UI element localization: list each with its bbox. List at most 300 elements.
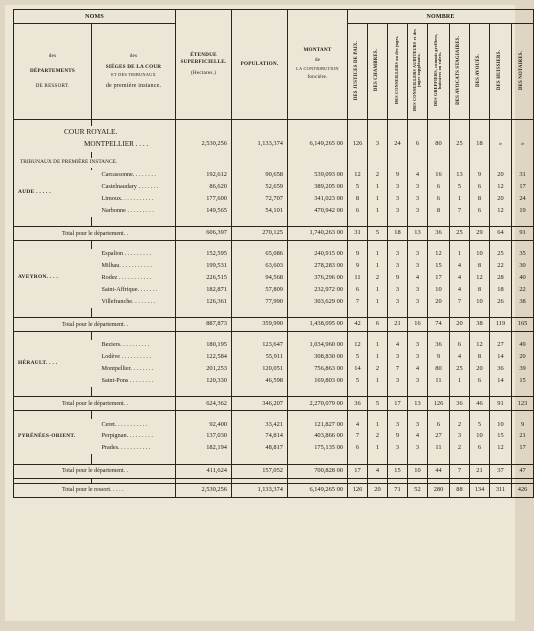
spacer-cell: [232, 454, 288, 464]
tribunal-row-count: 20: [428, 296, 450, 308]
departement-total-count: 15: [388, 464, 408, 478]
departement-total-count: 18: [388, 227, 408, 241]
tribunal-row-count: 3: [388, 296, 408, 308]
tribunal-row-count: 8: [348, 193, 368, 205]
spacer-cell: [368, 308, 388, 318]
tribunal-row-montant: 376,296 00: [288, 272, 348, 284]
tribunal-row-count: 49: [512, 340, 534, 352]
departement-total-count: 21: [470, 464, 490, 478]
cour-row-count: »: [490, 138, 512, 152]
tribunaux-title: TRIBUNAUX DE PREMIÈRE INSTANCE.: [14, 158, 176, 168]
blank-cell: [388, 126, 408, 138]
tribunal-row-count: 3: [408, 260, 428, 272]
spacer-cell: [450, 241, 470, 249]
tribunal-row-count: 8: [470, 260, 490, 272]
spacer-cell: [512, 241, 534, 249]
spacer-cell: [490, 411, 512, 419]
tribunal-row-count: 1: [368, 193, 388, 205]
blank-cell: [288, 158, 348, 168]
spacer-cell: [348, 387, 368, 397]
total-label: Total pour le département. .: [14, 397, 176, 411]
tribunal-row-count: 6: [470, 442, 490, 454]
tribunal-row-count: 9: [348, 249, 368, 261]
spacer-cell: [408, 454, 428, 464]
tribunal-row-population: 120,051: [232, 363, 288, 375]
departement-total-count: 36: [348, 397, 368, 411]
spacer-row: [14, 217, 534, 227]
tribunal-row-count: 80: [428, 363, 450, 375]
grand-total-montant: 6,149,265 00: [288, 483, 348, 497]
spacer-cell: [450, 332, 470, 340]
spacer-cell: [428, 241, 450, 249]
spacer-cell: [512, 454, 534, 464]
tribunal-row-count: 28: [490, 272, 512, 284]
cour-title: COUR ROYALE.: [14, 126, 176, 138]
tribunal-row-count: 1: [450, 193, 470, 205]
tribunal-row-count: 4: [450, 260, 470, 272]
tribunal-row-count: 1: [450, 249, 470, 261]
tribunal-row-count: 1: [368, 296, 388, 308]
tribunal-row-etendue: 180,195: [176, 340, 232, 352]
tribunal-row-count: 24: [512, 193, 534, 205]
spacer-cell: [14, 308, 92, 318]
tribunal-row-count: 22: [512, 284, 534, 296]
tribunal-row-count: 13: [450, 170, 470, 182]
spacer-row: [14, 308, 534, 318]
departement-total-count: 37: [490, 464, 512, 478]
tribunal-row-count: 3: [388, 181, 408, 193]
nombre-header: NOMBRE: [348, 10, 534, 24]
tribunal-row-count: 9: [388, 170, 408, 182]
blank-cell: [348, 158, 368, 168]
tribunal-row-population: 72,707: [232, 193, 288, 205]
tribunal-row-montant: 232,972 00: [288, 284, 348, 296]
spacer-cell: [490, 332, 512, 340]
tribunal-row-etendue: 182,871: [176, 284, 232, 296]
tribunaux-title-row: [14, 158, 534, 168]
departement-total-row: [14, 464, 534, 478]
tribunal-row-count: 1: [368, 260, 388, 272]
departement-total-count: 123: [512, 397, 534, 411]
cour-row-count: 24: [388, 138, 408, 152]
spacer-cell: [470, 411, 490, 419]
tribunal-row-count: 3: [408, 419, 428, 431]
tribunal-row-etendue: 92,400: [176, 419, 232, 431]
tribunal-row-population: 46,598: [232, 375, 288, 387]
spacer-cell: [512, 217, 534, 227]
blank-cell: [512, 158, 534, 168]
departement-total-count: 42: [348, 318, 368, 332]
spacer-cell: [176, 411, 232, 419]
grand-total-etendue: 2,530,256: [176, 483, 232, 497]
tribunal-row-etendue: 177,600: [176, 193, 232, 205]
tribunal-row-population: 55,911: [232, 351, 288, 363]
spacer-cell: [176, 217, 232, 227]
departement-total-count: 36: [428, 227, 450, 241]
tribunal-row-count: 7: [388, 363, 408, 375]
tribunal-row-population: 54,101: [232, 205, 288, 217]
spacer-cell: [470, 387, 490, 397]
spacer-cell: [368, 332, 388, 340]
cour-row-count: 3: [368, 138, 388, 152]
spacer-cell: [176, 454, 232, 464]
blank-cell: [470, 126, 490, 138]
departement-total-count: 126: [428, 397, 450, 411]
spacer-cell: [368, 454, 388, 464]
tribunal-row-count: 1: [368, 442, 388, 454]
spacer-cell: [388, 308, 408, 318]
col-greffiers-header: DES GREFFIERS, commis greffiers, huissiers ou valets.: [428, 24, 450, 120]
tribunal-row-count: 35: [512, 249, 534, 261]
tribunal-row-count: 11: [348, 272, 368, 284]
departement-total-count: 20: [450, 318, 470, 332]
tribunal-row-count: 3: [388, 205, 408, 217]
spacer-cell: [428, 387, 450, 397]
spacer-cell: [470, 217, 490, 227]
tribunal-row-count: 5: [470, 419, 490, 431]
tribunal-name: Limoux. . . . . . . . . . .: [92, 193, 176, 205]
departement-total-count: 16: [408, 318, 428, 332]
cour-row: [14, 138, 534, 152]
departement-total-population: 359,990: [232, 318, 288, 332]
grand-total-count: 126: [348, 483, 368, 497]
spacer-cell: [388, 217, 408, 227]
tribunal-row-count: 3: [450, 431, 470, 443]
tribunal-row: [14, 442, 534, 454]
tribunal-row-count: 8: [428, 205, 450, 217]
spacer-cell: [92, 332, 176, 340]
tribunal-row-montant: 169,803 00: [288, 375, 348, 387]
cour-name: MONTPELLIER . . . .: [14, 138, 176, 152]
departement-total-count: 25: [450, 227, 470, 241]
blank-cell: [176, 126, 232, 138]
grand-total-count: 20: [368, 483, 388, 497]
tribunal-row-montant: 1,034,960 00: [288, 340, 348, 352]
spacer-cell: [388, 411, 408, 419]
tribunal-row: [14, 363, 534, 375]
spacer-cell: [232, 332, 288, 340]
departement-total-count: 44: [428, 464, 450, 478]
tribunal-row-count: 17: [428, 272, 450, 284]
tribunal-name: Espalion . . . . . . . . .: [92, 249, 176, 261]
tribunal-row-count: 2: [368, 272, 388, 284]
tribunal-row-count: 12: [490, 442, 512, 454]
tribunal-row-etendue: 120,330: [176, 375, 232, 387]
tribunal-row-count: 6: [348, 205, 368, 217]
tribunal-row-count: 12: [348, 170, 368, 182]
departement-total-population: 157,052: [232, 464, 288, 478]
population-header: POPULATION.: [232, 10, 288, 120]
tribunal-row-population: 48,817: [232, 442, 288, 454]
cour-row-count: 126: [348, 138, 368, 152]
tribunal-row-count: 25: [490, 249, 512, 261]
blank-cell: [470, 158, 490, 168]
tribunal-row-etendue: 226,515: [176, 272, 232, 284]
spacer-cell: [512, 308, 534, 318]
spacer-cell: [348, 217, 368, 227]
tribunal-row: [14, 205, 534, 217]
departement-total-row: [14, 397, 534, 411]
spacer-cell: [428, 454, 450, 464]
tribunal-row-count: 5: [348, 375, 368, 387]
departement-name: HÉRAULT. . . .: [14, 340, 92, 387]
spacer-cell: [348, 241, 368, 249]
spacer-cell: [348, 332, 368, 340]
col-conseillers-header: DES CONSEILLERS ou des juges.: [388, 24, 408, 120]
blank-cell: [348, 126, 368, 138]
tribunal-row-count: 4: [450, 272, 470, 284]
montant-header: MONTANT de LA CONTRIBUTION foncière.: [288, 10, 348, 120]
tribunal-row-count: 8: [470, 351, 490, 363]
tribunal-row-montant: 240,915 00: [288, 249, 348, 261]
spacer-cell: [232, 241, 288, 249]
tribunal-row-count: 25: [450, 363, 470, 375]
spacer-cell: [490, 387, 512, 397]
tribunal-row-population: 52,659: [232, 181, 288, 193]
spacer-cell: [428, 332, 450, 340]
cour-row-count: »: [512, 138, 534, 152]
statistics-table: [13, 9, 534, 498]
tribunal-row-count: 22: [490, 260, 512, 272]
tribunal-row-count: 14: [490, 375, 512, 387]
tribunal-row-count: 4: [450, 284, 470, 296]
spacer-row: [14, 241, 534, 249]
tribunal-row-count: 31: [512, 170, 534, 182]
tribunal-row-count: 30: [512, 260, 534, 272]
departement-total-count: 31: [348, 227, 368, 241]
spacer-cell: [288, 241, 348, 249]
spacer-cell: [92, 241, 176, 249]
tribunal-row-montant: 470,942 00: [288, 205, 348, 217]
tribunal-row-count: 4: [408, 363, 428, 375]
tribunal-row-count: 14: [490, 351, 512, 363]
departement-total-count: 7: [450, 464, 470, 478]
tribunal-row-count: 15: [428, 260, 450, 272]
tribunal-row-count: 18: [490, 284, 512, 296]
departement-total-count: 4: [368, 464, 388, 478]
grand-total-count: 426: [512, 483, 534, 497]
col-justices-header: DES JUSTICES DE PAIX.: [348, 24, 368, 120]
tribunal-row-count: 3: [408, 375, 428, 387]
tribunal-name: Carcassonne. . . . . . . .: [92, 170, 176, 182]
tribunal-row-count: 6: [348, 442, 368, 454]
cour-row-population: 1,133,374: [232, 138, 288, 152]
spacer-cell: [92, 387, 176, 397]
tribunal-row-count: 3: [408, 193, 428, 205]
col-avocats-header: DES AVOCATS STAGIAIRES.: [450, 24, 470, 120]
tribunal-row-count: 3: [408, 284, 428, 296]
spacer-cell: [428, 217, 450, 227]
spacer-cell: [14, 332, 92, 340]
tribunal-row-count: 6: [470, 375, 490, 387]
departement-total-population: 270,125: [232, 227, 288, 241]
departement-total-etendue: 624,362: [176, 397, 232, 411]
tribunal-row-count: 19: [512, 205, 534, 217]
tribunal-row-count: 6: [470, 205, 490, 217]
tribunal-row-count: 9: [512, 419, 534, 431]
tribunal-row-population: 74,814: [232, 431, 288, 443]
cour-row-count: 18: [470, 138, 490, 152]
grand-total-row: [14, 483, 534, 497]
spacer-cell: [388, 332, 408, 340]
tribunal-name: Saint-Pons . . . . . . . .: [92, 375, 176, 387]
spacer-cell: [176, 308, 232, 318]
tribunal-row: [14, 431, 534, 443]
spacer-cell: [408, 308, 428, 318]
tribunal-row-population: 77,990: [232, 296, 288, 308]
blank-cell: [450, 158, 470, 168]
blank-cell: [450, 126, 470, 138]
spacer-cell: [348, 454, 368, 464]
tribunal-row: [14, 193, 534, 205]
tribunal-row-count: 12: [470, 272, 490, 284]
col-avoues-header: DES AVOUÉS.: [470, 24, 490, 120]
departement-name: AVEYRON. . . .: [14, 249, 92, 308]
blank-cell: [232, 158, 288, 168]
tribunal-name: Villefranche. . . . . . . .: [92, 296, 176, 308]
tribunal-row-count: 4: [408, 170, 428, 182]
spacer-cell: [388, 454, 408, 464]
spacer-cell: [388, 241, 408, 249]
tribunal-row: [14, 272, 534, 284]
spacer-cell: [288, 454, 348, 464]
spacer-cell: [14, 387, 92, 397]
departement-total-count: 47: [512, 464, 534, 478]
tribunal-row-count: 27: [490, 340, 512, 352]
cour-row-count: 6: [408, 138, 428, 152]
tribunal-row-count: 3: [388, 260, 408, 272]
spacer-cell: [490, 241, 512, 249]
spacer-cell: [232, 387, 288, 397]
grand-total-count: 88: [450, 483, 470, 497]
tribunal-row-count: 5: [348, 181, 368, 193]
tribunal-row-count: 2: [450, 419, 470, 431]
tribunal-row-count: 3: [388, 419, 408, 431]
departement-total-count: 17: [388, 397, 408, 411]
departements-header: des DÉPARTEMENTS DE RESSORT.: [14, 24, 92, 120]
tribunal-row-count: 12: [490, 205, 512, 217]
blank-cell: [428, 126, 450, 138]
spacer-cell: [512, 411, 534, 419]
spacer-cell: [232, 217, 288, 227]
tribunal-row-count: 6: [428, 193, 450, 205]
blank-cell: [368, 126, 388, 138]
departement-total-montant: 700,828 00: [288, 464, 348, 478]
spacer-cell: [14, 241, 92, 249]
table-body: [14, 120, 534, 498]
tribunal-row-count: 20: [490, 170, 512, 182]
grand-total-label: Total pour le ressort. . . . .: [14, 483, 176, 497]
tribunal-row-montant: 389,205 00: [288, 181, 348, 193]
departement-total-count: 91: [490, 397, 512, 411]
spacer-cell: [450, 308, 470, 318]
tribunal-row: [14, 351, 534, 363]
tribunal-row-count: 1: [368, 375, 388, 387]
tribunal-row-count: 3: [388, 193, 408, 205]
spacer-cell: [368, 217, 388, 227]
tribunal-row-count: 21: [512, 431, 534, 443]
tribunal-row-count: 3: [388, 249, 408, 261]
tribunal-row-count: 10: [428, 284, 450, 296]
departement-total-count: 74: [428, 318, 450, 332]
col-chambres-header: DES CHAMBRES.: [368, 24, 388, 120]
departement-total-count: 29: [470, 227, 490, 241]
cour-row-count: 25: [450, 138, 470, 152]
tribunal-row-etendue: 192,612: [176, 170, 232, 182]
spacer-cell: [408, 387, 428, 397]
tribunal-row-population: 63,603: [232, 260, 288, 272]
tribunal-row: [14, 170, 534, 182]
tribunal-row-population: 57,809: [232, 284, 288, 296]
departement-total-count: 91: [512, 227, 534, 241]
blank-cell: [428, 158, 450, 168]
tribunal-row-count: 17: [512, 442, 534, 454]
tribunal-row-etendue: 199,531: [176, 260, 232, 272]
sieges-header: des SIÉGES DE LA COUR ET DES TRIBUNAUX de première instance.: [92, 24, 176, 120]
tribunal-row-count: 10: [490, 419, 512, 431]
tribunal-row: [14, 340, 534, 352]
table-sheet: [13, 9, 527, 617]
tribunal-row-count: 9: [388, 431, 408, 443]
tribunal-row: [14, 284, 534, 296]
tribunal-row-count: 12: [348, 340, 368, 352]
tribunal-row-count: 1: [368, 340, 388, 352]
tribunal-row-etendue: 122,584: [176, 351, 232, 363]
spacer-cell: [450, 454, 470, 464]
tribunal-row-count: 12: [428, 249, 450, 261]
cour-row-count: 80: [428, 138, 450, 152]
tribunal-row: [14, 260, 534, 272]
tribunal-row-etendue: 86,620: [176, 181, 232, 193]
tribunal-name: Milhau. . . . . . . . . . .: [92, 260, 176, 272]
departement-total-count: 17: [348, 464, 368, 478]
spacer-cell: [288, 332, 348, 340]
spacer-row: [14, 387, 534, 397]
total-label: Total pour le département. .: [14, 318, 176, 332]
tribunal-row-count: 3: [408, 205, 428, 217]
departement-name: AUDE . . . . .: [14, 170, 92, 217]
departement-total-count: 46: [470, 397, 490, 411]
spacer-cell: [348, 308, 368, 318]
tribunal-row-etendue: 137,030: [176, 431, 232, 443]
tribunal-row-count: 5: [450, 181, 470, 193]
etendue-header: ÉTENDUE SUPERFICIELLE. (Hectares.): [176, 10, 232, 120]
tribunal-row-count: 3: [408, 296, 428, 308]
spacer-cell: [176, 387, 232, 397]
departement-total-count: 38: [470, 318, 490, 332]
tribunal-row-count: 10: [470, 431, 490, 443]
blank-cell: [288, 126, 348, 138]
departement-total-etendue: 887,873: [176, 318, 232, 332]
spacer-cell: [490, 454, 512, 464]
spacer-cell: [176, 241, 232, 249]
spacer-cell: [176, 332, 232, 340]
spacer-cell: [232, 411, 288, 419]
departement-total-population: 346,207: [232, 397, 288, 411]
tribunal-row-count: 9: [428, 351, 450, 363]
tribunal-row-count: 4: [348, 419, 368, 431]
departement-total-count: 119: [490, 318, 512, 332]
col-huissiers-header: DES HUISSIERS.: [490, 24, 512, 120]
tribunal-row-count: 1: [368, 351, 388, 363]
departement-total-count: 64: [490, 227, 512, 241]
spacer-cell: [288, 411, 348, 419]
tribunal-row-population: 65,086: [232, 249, 288, 261]
tribunal-row-population: 94,568: [232, 272, 288, 284]
spacer-cell: [512, 387, 534, 397]
spacer-cell: [14, 217, 92, 227]
spacer-row: [14, 454, 534, 464]
